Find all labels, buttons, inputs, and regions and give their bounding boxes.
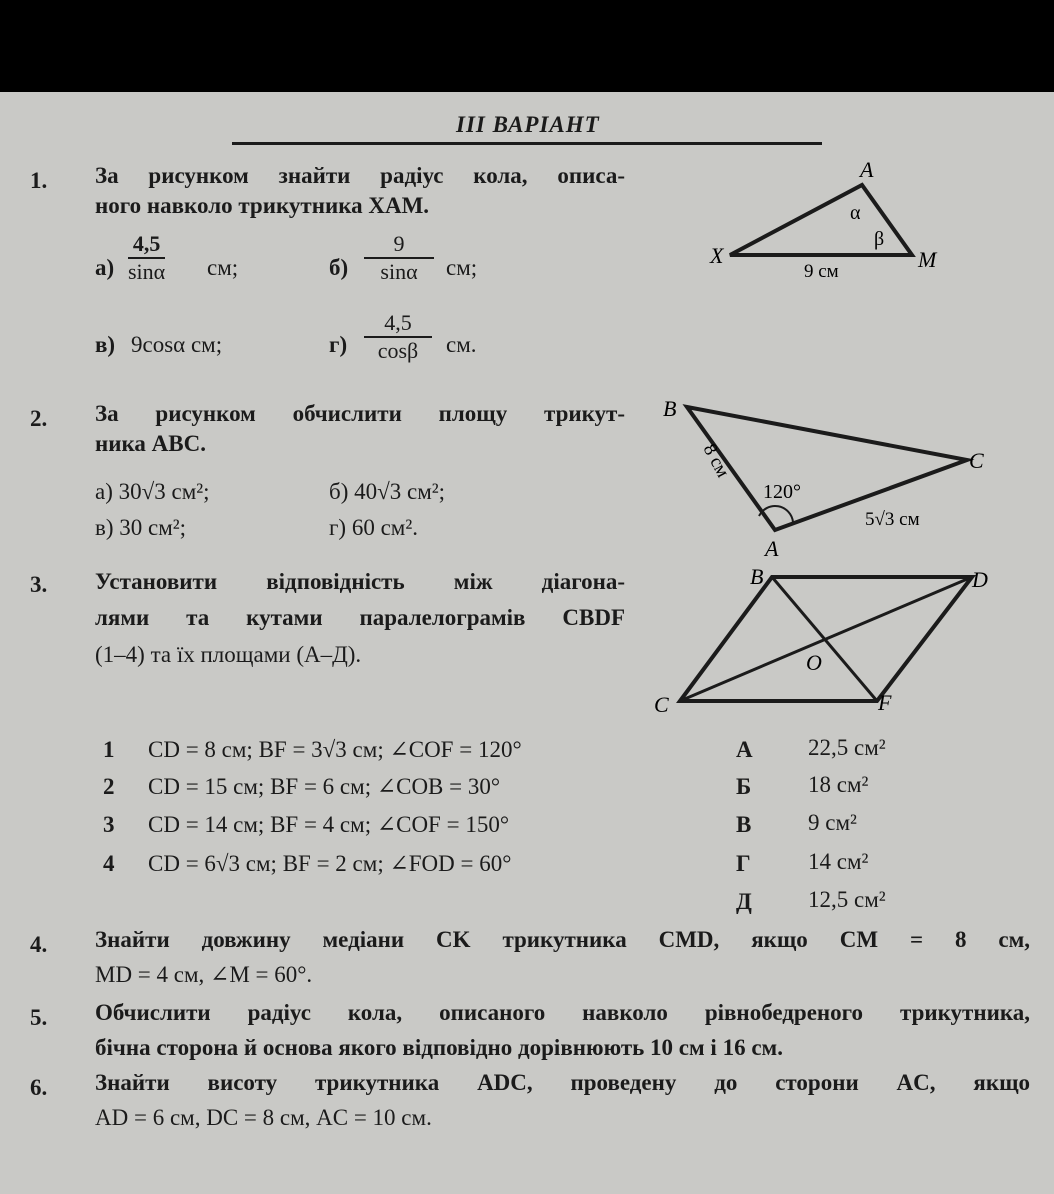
angle-beta-label: β (874, 228, 885, 250)
p3-answer-g-letter: Г (736, 851, 751, 876)
p3-answer-g-value: 14 см² (808, 849, 869, 874)
diagonal-bf (772, 577, 877, 701)
problem-4-number: 4. (30, 932, 48, 957)
problem-4-line2: MD = 4 см, ∠M = 60°. (95, 962, 313, 987)
problem-6-line2: AD = 6 см, DC = 8 см, AC = 10 см. (95, 1105, 432, 1130)
p3-item-2-number: 2 (103, 774, 115, 799)
problem-2-number: 2. (30, 406, 48, 431)
problem-4-line1: Знайти довжину медіани CK трикутника CMD, якщо CM = 8 см, (95, 927, 1030, 952)
p1-g-numerator: 4,5 (364, 310, 432, 338)
p3-answer-d-letter: Д (736, 889, 752, 914)
problem-6-number: 6. (30, 1075, 48, 1100)
label-b: B (663, 396, 677, 421)
figure-parallelogram-cbdf (650, 560, 1010, 720)
side-ac-label: 5√3 см (865, 509, 920, 530)
p1-option-g-fraction (364, 310, 432, 364)
angle-120-label: 120° (763, 481, 801, 503)
p3-item-3-number: 3 (103, 812, 115, 837)
p1-option-g-label: г) (329, 332, 348, 357)
problem-1-number: 1. (30, 168, 48, 193)
side-ab-label: 8 см (698, 440, 734, 482)
label-m: M (918, 247, 937, 272)
p2-option-b: б) 40√3 см²; (329, 479, 446, 504)
label-x: X (710, 243, 724, 268)
p1-b-denominator: sinα (380, 259, 418, 284)
label-o: O (806, 650, 822, 675)
p1-b-numerator: 9 (364, 231, 434, 259)
p1-option-a-fraction (128, 231, 165, 285)
p3-item-4-text: CD = 6√3 см; BF = 2 см; ∠FOD = 60° (148, 851, 512, 876)
p1-option-b-fraction (364, 231, 434, 285)
label-a: A (765, 536, 779, 561)
p2-option-a: а) 30√3 см²; (95, 479, 210, 504)
title-underline (232, 142, 822, 145)
p3-answer-a-letter: А (736, 737, 753, 762)
triangle-xam-shape (730, 185, 912, 255)
problem-5-number: 5. (30, 1005, 48, 1030)
label-a: A (860, 157, 874, 182)
problem-3-line1: Установити відповідність між діагона- (95, 569, 625, 594)
p1-b-unit: см; (446, 255, 478, 280)
p3-answer-b-letter: Б (736, 774, 752, 799)
p3-item-1-number: 1 (103, 737, 115, 762)
p3-answer-d-value: 12,5 см² (808, 887, 886, 912)
figure-triangle-xam (700, 155, 960, 290)
problem-3-line3: (1–4) та їх площами (А–Д). (95, 642, 362, 667)
p3-item-4-number: 4 (103, 851, 115, 876)
p1-a-unit: см; (207, 255, 239, 280)
problem-3-number: 3. (30, 572, 48, 597)
p1-a-numerator: 4,5 (128, 231, 165, 259)
p1-option-a-label: а) (95, 255, 115, 280)
p2-option-v: в) 30 см²; (95, 515, 187, 540)
problem-2-line1: За рисунком обчислити площу трикут- (95, 401, 625, 426)
p3-answer-v-letter: В (736, 812, 752, 837)
problem-5-line2: бічна сторона й основа якого відповідно дорівнюють 10 см і 16 см. (95, 1035, 783, 1060)
p3-answer-a-value: 22,5 см² (808, 735, 886, 760)
p3-item-1-text: CD = 8 см; BF = 3√3 см; ∠COF = 120° (148, 737, 522, 762)
variant-title: III ВАРІАНТ (456, 112, 600, 137)
p1-a-denominator: sinα (128, 259, 166, 284)
p3-answer-v-value: 9 см² (808, 810, 857, 835)
p2-option-g: г) 60 см². (329, 515, 419, 540)
problem-1-line1: За рисунком знайти радіус кола, описа- (95, 163, 625, 188)
problem-3-line2: лями та кутами паралелограмів CBDF (95, 605, 625, 630)
p3-item-2-text: CD = 15 см; BF = 6 см; ∠COB = 30° (148, 774, 501, 799)
p1-g-denominator: cosβ (377, 338, 419, 363)
problem-6-line1: Знайти висоту трикутника ADC, проведену до сторони AC, якщо (95, 1070, 1030, 1095)
problem-5-line1: Обчислити радіус кола, описаного навколо рівнобедреного трикутника, (95, 1000, 1030, 1025)
p1-option-v-label: в) (95, 332, 116, 357)
label-c: C (969, 448, 984, 473)
problem-1-line2: ного навколо трикутника ХАМ. (95, 193, 430, 218)
p1-option-v-text: 9cosα см; (131, 332, 223, 357)
figure-triangle-abc (655, 390, 985, 565)
p3-item-3-text: CD = 14 см; BF = 4 см; ∠COF = 150° (148, 812, 510, 837)
side-xm-label: 9 см (804, 261, 839, 282)
label-c: C (654, 692, 669, 717)
problem-2-line2: ника ABC. (95, 431, 206, 456)
label-b: B (750, 564, 764, 589)
label-d: D (972, 567, 988, 592)
angle-alpha-label: α (850, 202, 861, 224)
p1-g-unit: см. (446, 332, 477, 357)
p1-option-b-label: б) (329, 255, 349, 280)
label-f: F (878, 690, 892, 715)
p3-answer-b-value: 18 см² (808, 772, 869, 797)
